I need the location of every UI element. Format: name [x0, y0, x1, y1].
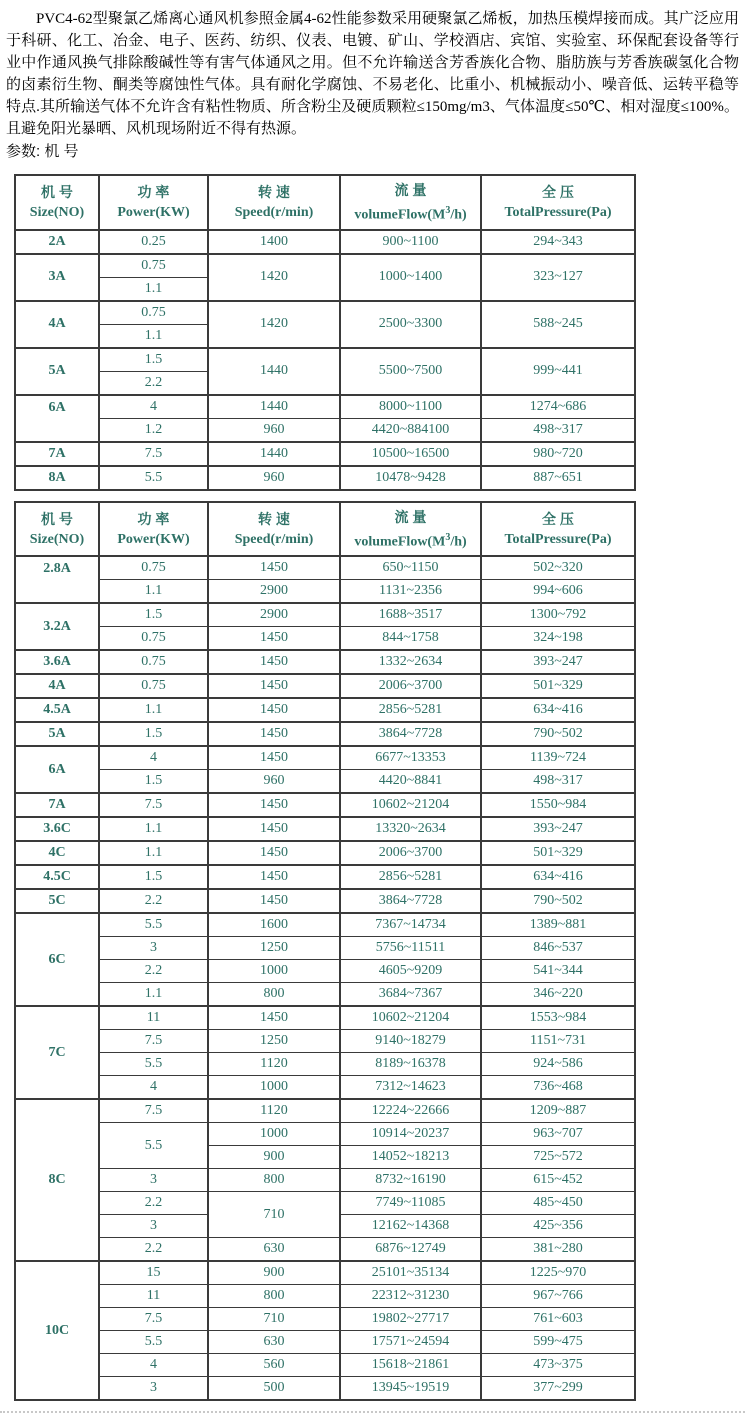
value-cell: 4 — [99, 746, 208, 770]
column-title-en: Size(NO) — [29, 531, 85, 547]
value-cell: 25101~35134 — [340, 1261, 481, 1285]
value-cell: 800 — [208, 1285, 340, 1308]
value-cell: 11 — [99, 1285, 208, 1308]
value-cell: 10478~9428 — [340, 466, 481, 490]
value-cell: 2.2 — [99, 889, 208, 913]
value-cell: 7.5 — [99, 1099, 208, 1123]
column-title-cn: 转 速 — [258, 510, 290, 527]
value-cell: 22312~31230 — [340, 1285, 481, 1308]
value-cell: 8732~16190 — [340, 1169, 481, 1192]
value-cell: 1120 — [208, 1053, 340, 1076]
value-cell: 1600 — [208, 913, 340, 937]
value-cell: 425~356 — [481, 1215, 635, 1238]
size-cell: 7A — [15, 793, 99, 817]
value-cell: 1139~724 — [481, 746, 635, 770]
value-cell: 967~766 — [481, 1285, 635, 1308]
value-cell: 1250 — [208, 1030, 340, 1053]
size-cell: 5A — [15, 722, 99, 746]
product-description: PVC4-62型聚氯乙烯离心通风机参照金属4-62性能参数采用硬聚氯乙烯板，加热压模焊接而成。其广泛应用于科研、化工、冶金、电子、医药、纺织、仪表、电镀、矿山、学校酒店、宾馆、实验室、环保配套设备等行业中作通风换气排除酸碱性等有害气体通风之用。但不允许输送含芳香族化合物、脂肪族与芳香族碳氢化合物的卤素衍生物、酮类等腐蚀性气体。具有耐化学腐蚀、不易老化、比重小、机械振动小、噪音低、运转平稳等特点.其所输送气体不允许含有粘性物质、所含粉尘及硬质颗粒≤150mg/m3、气体温度≤50℃、相对湿度≤100%。且避免阳光暴晒、风机现场附近不得有热源。 — [6, 11, 739, 137]
column-title-en: TotalPressure(Pa) — [504, 531, 612, 547]
value-cell: 1.1 — [99, 983, 208, 1007]
value-cell: 790~502 — [481, 889, 635, 913]
value-cell: 1151~731 — [481, 1030, 635, 1053]
value-cell: 5.5 — [99, 1123, 208, 1169]
size-cell: 7A — [15, 442, 99, 466]
value-cell: 1450 — [208, 841, 340, 865]
value-cell: 790~502 — [481, 722, 635, 746]
value-cell: 1450 — [208, 793, 340, 817]
value-cell: 381~280 — [481, 1238, 635, 1262]
size-cell: 5A — [15, 348, 99, 395]
value-cell: 2006~3700 — [340, 674, 481, 698]
value-cell: 1440 — [208, 442, 340, 466]
value-cell: 1450 — [208, 865, 340, 889]
size-cell: 4.5A — [15, 698, 99, 722]
value-cell: 1250 — [208, 937, 340, 960]
table-row — [15, 1238, 635, 1262]
column-title-en: Size(NO) — [29, 205, 85, 221]
value-cell: 10500~16500 — [340, 442, 481, 466]
value-cell: 0.75 — [99, 301, 208, 325]
value-cell: 2.2 — [99, 1238, 208, 1262]
value-cell: 1.1 — [99, 817, 208, 841]
table-row — [15, 1261, 635, 1285]
column-title-cn: 全 压 — [542, 510, 574, 527]
table-row — [15, 627, 635, 651]
value-cell: 1400 — [208, 230, 340, 254]
value-cell: 2500~3300 — [340, 301, 481, 348]
value-cell: 1440 — [208, 395, 340, 419]
table-row — [15, 1308, 635, 1331]
value-cell: 10914~20237 — [340, 1123, 481, 1146]
table-row — [15, 1099, 635, 1123]
column-header — [340, 502, 481, 557]
value-cell: 19802~27717 — [340, 1308, 481, 1331]
value-cell: 1.5 — [99, 348, 208, 372]
size-cell: 4C — [15, 841, 99, 865]
table-row — [15, 1030, 635, 1053]
value-cell: 1.5 — [99, 722, 208, 746]
value-cell: 2856~5281 — [340, 865, 481, 889]
params-label: 参数: 机 号 — [6, 143, 79, 160]
size-cell: 8C — [15, 1099, 99, 1261]
value-cell: 960 — [208, 418, 340, 442]
value-cell: 1000 — [208, 1123, 340, 1146]
value-cell: 0.75 — [99, 627, 208, 651]
value-cell: 393~247 — [481, 650, 635, 674]
value-cell: 1.5 — [99, 603, 208, 627]
value-cell: 4 — [99, 1354, 208, 1377]
value-cell: 588~245 — [481, 301, 635, 348]
table-row — [15, 442, 635, 466]
value-cell: 5756~11511 — [340, 937, 481, 960]
value-cell: 1332~2634 — [340, 650, 481, 674]
value-cell: 1450 — [208, 817, 340, 841]
table-row — [15, 865, 635, 889]
value-cell: 2.2 — [99, 1192, 208, 1215]
spec-table-a-series — [14, 174, 636, 491]
value-cell: 3864~7728 — [340, 722, 481, 746]
value-cell: 924~586 — [481, 1053, 635, 1076]
value-cell: 4605~9209 — [340, 960, 481, 983]
value-cell: 634~416 — [481, 865, 635, 889]
value-cell: 1420 — [208, 301, 340, 348]
value-cell: 2.2 — [99, 371, 208, 395]
table-row — [15, 301, 635, 325]
value-cell: 393~247 — [481, 817, 635, 841]
column-header — [15, 502, 99, 557]
value-cell: 1.1 — [99, 580, 208, 604]
value-cell: 14052~18213 — [340, 1146, 481, 1169]
value-cell: 2900 — [208, 603, 340, 627]
value-cell: 541~344 — [481, 960, 635, 983]
value-cell: 2856~5281 — [340, 698, 481, 722]
value-cell: 736~468 — [481, 1076, 635, 1100]
value-cell: 1420 — [208, 254, 340, 301]
column-title-cn: 机 号 — [41, 510, 73, 527]
value-cell: 12162~14368 — [340, 1215, 481, 1238]
value-cell: 560 — [208, 1354, 340, 1377]
value-cell: 7.5 — [99, 442, 208, 466]
size-cell: 4A — [15, 301, 99, 348]
value-cell: 615~452 — [481, 1169, 635, 1192]
value-cell: 1120 — [208, 1099, 340, 1123]
table-row — [15, 746, 635, 770]
value-cell: 4 — [99, 1076, 208, 1100]
value-cell: 10602~21204 — [340, 1006, 481, 1030]
value-cell: 1.1 — [99, 324, 208, 348]
table-row — [15, 913, 635, 937]
size-cell: 2.8A — [15, 556, 99, 603]
value-cell: 1450 — [208, 722, 340, 746]
size-cell: 3.6A — [15, 650, 99, 674]
size-cell: 8A — [15, 466, 99, 490]
value-cell: 7367~14734 — [340, 913, 481, 937]
value-cell: 3 — [99, 1377, 208, 1401]
table-row — [15, 348, 635, 372]
table-row — [15, 1076, 635, 1100]
value-cell: 1209~887 — [481, 1099, 635, 1123]
table-row — [15, 580, 635, 604]
column-title-cn: 全 压 — [542, 184, 574, 201]
value-cell: 346~220 — [481, 983, 635, 1007]
value-cell: 1.2 — [99, 418, 208, 442]
value-cell: 13320~2634 — [340, 817, 481, 841]
value-cell: 323~127 — [481, 254, 635, 301]
value-cell: 502~320 — [481, 556, 635, 580]
value-cell: 999~441 — [481, 348, 635, 395]
value-cell: 10602~21204 — [340, 793, 481, 817]
value-cell: 994~606 — [481, 580, 635, 604]
value-cell: 630 — [208, 1238, 340, 1262]
value-cell: 377~299 — [481, 1377, 635, 1401]
value-cell: 1225~970 — [481, 1261, 635, 1285]
table-row — [15, 1123, 635, 1146]
value-cell: 3684~7367 — [340, 983, 481, 1007]
column-title-cn: 功 率 — [137, 510, 170, 527]
value-cell: 1000 — [208, 960, 340, 983]
value-cell: 1389~881 — [481, 913, 635, 937]
table-row — [15, 556, 635, 580]
table-row — [15, 418, 635, 442]
value-cell: 800 — [208, 983, 340, 1007]
value-cell: 963~707 — [481, 1123, 635, 1146]
value-cell: 485~450 — [481, 1192, 635, 1215]
table-row — [15, 466, 635, 490]
value-cell: 7.5 — [99, 1308, 208, 1331]
value-cell: 1450 — [208, 556, 340, 580]
value-cell: 1550~984 — [481, 793, 635, 817]
table-row — [15, 674, 635, 698]
value-cell: 0.25 — [99, 230, 208, 254]
value-cell: 324~198 — [481, 627, 635, 651]
value-cell: 887~651 — [481, 466, 635, 490]
value-cell: 1.1 — [99, 841, 208, 865]
value-cell: 599~475 — [481, 1331, 635, 1354]
value-cell: 17571~24594 — [340, 1331, 481, 1354]
table-row — [15, 722, 635, 746]
column-title-en: Power(KW) — [117, 205, 190, 221]
column-title-en: Speed(r/min) — [234, 531, 314, 547]
value-cell: 294~343 — [481, 230, 635, 254]
value-cell: 3 — [99, 1169, 208, 1192]
table-row — [15, 230, 635, 254]
value-cell: 13945~19519 — [340, 1377, 481, 1401]
table-row — [15, 1192, 635, 1215]
value-cell: 5.5 — [99, 1331, 208, 1354]
value-cell: 0.75 — [99, 556, 208, 580]
table-row — [15, 841, 635, 865]
value-cell: 900 — [208, 1146, 340, 1169]
column-title-cn: 流 量 — [394, 508, 427, 525]
spec-table-c-series — [14, 501, 636, 1402]
size-cell: 6A — [15, 746, 99, 793]
table-row — [15, 254, 635, 278]
value-cell: 8000~1100 — [340, 395, 481, 419]
value-cell: 710 — [208, 1308, 340, 1331]
table-row — [15, 793, 635, 817]
column-header — [99, 175, 208, 230]
table-row — [15, 817, 635, 841]
value-cell: 2.2 — [99, 960, 208, 983]
size-cell: 10C — [15, 1261, 99, 1400]
value-cell: 1553~984 — [481, 1006, 635, 1030]
table-row — [15, 1006, 635, 1030]
value-cell: 6677~13353 — [340, 746, 481, 770]
table-row — [15, 650, 635, 674]
value-cell: 3864~7728 — [340, 889, 481, 913]
value-cell: 1.5 — [99, 865, 208, 889]
value-cell: 1300~792 — [481, 603, 635, 627]
value-cell: 5500~7500 — [340, 348, 481, 395]
value-cell: 15618~21861 — [340, 1354, 481, 1377]
value-cell: 7749~11085 — [340, 1192, 481, 1215]
value-cell: 1131~2356 — [340, 580, 481, 604]
value-cell: 761~603 — [481, 1308, 635, 1331]
value-cell: 4 — [99, 395, 208, 419]
value-cell: 5.5 — [99, 913, 208, 937]
table-row — [15, 1053, 635, 1076]
table-row — [15, 1377, 635, 1401]
table-row — [15, 770, 635, 794]
table-row — [15, 1331, 635, 1354]
value-cell: 1.1 — [99, 698, 208, 722]
value-cell: 1688~3517 — [340, 603, 481, 627]
value-cell: 4420~884100 — [340, 418, 481, 442]
table-row — [15, 1169, 635, 1192]
column-title-cn: 功 率 — [137, 184, 170, 201]
value-cell: 7312~14623 — [340, 1076, 481, 1100]
column-header — [340, 175, 481, 230]
value-cell: 1450 — [208, 1006, 340, 1030]
value-cell: 0.75 — [99, 254, 208, 278]
size-cell: 7C — [15, 1006, 99, 1099]
value-cell: 500 — [208, 1377, 340, 1401]
value-cell: 4420~8841 — [340, 770, 481, 794]
value-cell: 3 — [99, 1215, 208, 1238]
value-cell: 7.5 — [99, 1030, 208, 1053]
size-cell: 3.6C — [15, 817, 99, 841]
value-cell: 650~1150 — [340, 556, 481, 580]
value-cell: 1450 — [208, 674, 340, 698]
value-cell: 1450 — [208, 698, 340, 722]
size-cell: 3.2A — [15, 603, 99, 650]
table-row — [15, 395, 635, 419]
value-cell: 12224~22666 — [340, 1099, 481, 1123]
value-cell: 3 — [99, 937, 208, 960]
table-row — [15, 698, 635, 722]
column-header — [208, 175, 340, 230]
column-title-en: Speed(r/min) — [234, 205, 314, 221]
value-cell: 960 — [208, 770, 340, 794]
column-title-cn: 流 量 — [394, 182, 427, 198]
value-cell: 1440 — [208, 348, 340, 395]
table-row — [15, 1285, 635, 1308]
value-cell: 725~572 — [481, 1146, 635, 1169]
size-cell: 4.5C — [15, 865, 99, 889]
column-header — [208, 502, 340, 557]
value-cell: 8189~16378 — [340, 1053, 481, 1076]
value-cell: 2006~3700 — [340, 841, 481, 865]
column-title-en: TotalPressure(Pa) — [504, 205, 612, 221]
value-cell: 0.75 — [99, 650, 208, 674]
value-cell: 5.5 — [99, 466, 208, 490]
table-row — [15, 960, 635, 983]
value-cell: 498~317 — [481, 418, 635, 442]
value-cell: 960 — [208, 466, 340, 490]
value-cell: 1450 — [208, 746, 340, 770]
value-cell: 9140~18279 — [340, 1030, 481, 1053]
value-cell: 6876~12749 — [340, 1238, 481, 1262]
value-cell: 1000~1400 — [340, 254, 481, 301]
value-cell: 1274~686 — [481, 395, 635, 419]
value-cell: 1000 — [208, 1076, 340, 1100]
value-cell: 501~329 — [481, 841, 635, 865]
value-cell: 800 — [208, 1169, 340, 1192]
table-row — [15, 603, 635, 627]
value-cell: 15 — [99, 1261, 208, 1285]
value-cell: 846~537 — [481, 937, 635, 960]
column-title-cn: 转 速 — [258, 184, 290, 201]
value-cell: 7.5 — [99, 793, 208, 817]
table-row — [15, 889, 635, 913]
value-cell: 1.1 — [99, 277, 208, 301]
value-cell: 1450 — [208, 650, 340, 674]
column-title-en: $volumeFlow(M^3/h)$ — [354, 205, 467, 223]
column-header — [99, 502, 208, 557]
value-cell: 630 — [208, 1331, 340, 1354]
table-row — [15, 1354, 635, 1377]
value-cell: 473~375 — [481, 1354, 635, 1377]
column-title-en: Power(KW) — [117, 531, 190, 547]
size-cell: 6A — [15, 395, 99, 442]
value-cell: 1.5 — [99, 770, 208, 794]
size-cell: 4A — [15, 674, 99, 698]
table-row — [15, 983, 635, 1007]
value-cell: 1450 — [208, 627, 340, 651]
value-cell: 2900 — [208, 580, 340, 604]
value-cell: 710 — [208, 1192, 340, 1238]
size-cell: 3A — [15, 254, 99, 301]
column-title-cn: 机 号 — [41, 184, 73, 201]
table-row — [15, 937, 635, 960]
value-cell: 900 — [208, 1261, 340, 1285]
value-cell: 634~416 — [481, 698, 635, 722]
value-cell: 501~329 — [481, 674, 635, 698]
size-cell: 2A — [15, 230, 99, 254]
header-row — [15, 502, 635, 557]
column-title-en: $volumeFlow(M^3/h)$ — [354, 531, 467, 550]
header-row — [15, 175, 635, 230]
value-cell: 0.75 — [99, 674, 208, 698]
value-cell: 844~1758 — [340, 627, 481, 651]
value-cell: 498~317 — [481, 770, 635, 794]
value-cell: 900~1100 — [340, 230, 481, 254]
column-header — [15, 175, 99, 230]
value-cell: 1450 — [208, 889, 340, 913]
size-cell: 6C — [15, 913, 99, 1006]
column-header — [481, 502, 635, 557]
value-cell: 5.5 — [99, 1053, 208, 1076]
column-header — [481, 175, 635, 230]
size-cell: 5C — [15, 889, 99, 913]
value-cell: 11 — [99, 1006, 208, 1030]
value-cell: 980~720 — [481, 442, 635, 466]
